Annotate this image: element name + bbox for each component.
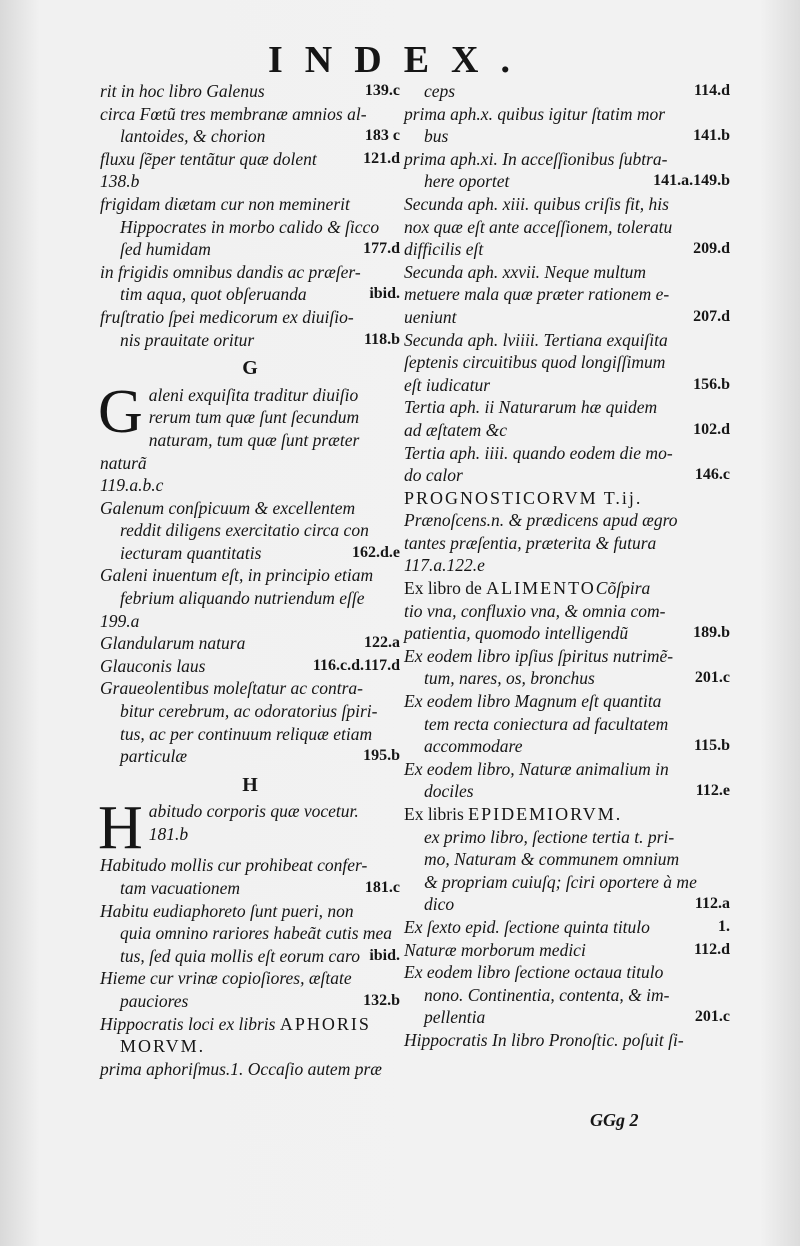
index-entry: Ex eodem libro ſectione octaua titulo <box>404 962 664 983</box>
index-entry-dropcap: G aleni exquiſita traditur diuiſio rerum tum quæ ſunt ſecundum naturam, tum quæ ſunt præter naturã 119.a.b.c <box>98 377 360 496</box>
index-entry: Hippocratis loci ex libris APHORIS <box>100 1013 371 1034</box>
index-entry-cont: nox quæ eſt ante acceſſionem, toleratu <box>404 216 673 237</box>
index-entry: prima aph.x. quibus igitur ſtatim mor <box>404 103 666 124</box>
dropcap-h: H <box>98 794 143 863</box>
index-entry: frigidam diætam cur non meminerit <box>100 193 350 214</box>
index-entry: in frigidis omnibus dandis ac præſer- <box>100 261 361 282</box>
index-entry-cont: ibid. tim aqua, quot obſeruanda <box>120 284 400 305</box>
index-entry: 116.c.d.117.d Glauconis laus <box>100 655 400 676</box>
index-entry-cont: tem recta coniectura ad facultatem <box>424 713 669 734</box>
index-entry-cont: 112.e dociles <box>424 781 730 802</box>
index-entry: Galenum conſpicuum & excellentem <box>100 497 356 518</box>
index-entry-cont: ibid. tus, ſed quia mollis eſt eorum caro <box>120 945 400 966</box>
index-entry: circa Fœtũ tres membranæ amnios al- <box>100 103 367 124</box>
index-entry: Hippocratis In libro Pronoſtic. poſuit ſi- <box>404 1029 684 1050</box>
index-entry-cont: ex primo libro, ſectione tertia t. pri- <box>424 826 675 847</box>
index-entry-cont: nono. Continentia, contenta, & im- <box>424 984 670 1005</box>
index-entry: Ex eodem libro ipſius ſpiritus nutrimẽ- <box>404 645 674 666</box>
index-entry: Galeni inuentum eſt, in principio etiam <box>100 565 374 586</box>
index-entry-cont: 181.c tam vacuationem <box>120 878 400 898</box>
index-entry: Ex eodem libro Magnum eſt quantita <box>404 691 662 712</box>
index-entry: prima aph.xi. In acceſſionibus ſubtra- <box>404 148 668 169</box>
index-entry-cont: & propriam cuiuſq; ſciri oportere à me <box>424 871 697 892</box>
section-letter-h: H <box>242 773 258 796</box>
index-entry-cont: MORVM. <box>120 1036 206 1057</box>
index-entry-cont: 156.b eſt iudicatur <box>404 374 730 395</box>
index-entry-cont: 146.c do calor <box>404 465 730 486</box>
index-entry-cont: mo, Naturam & communem omnium <box>424 849 680 870</box>
index-entry: prima aphoriſmus.1. Occaſio autem præ <box>100 1058 382 1079</box>
index-entry-cont: 141.a.149.b here oportet <box>424 171 730 192</box>
index-entry-cont: 132.b pauciores <box>120 990 400 1011</box>
index-entry: Ex eodem libro, Naturæ animalium in <box>404 758 669 779</box>
index-entry-dropcap: H abitudo corporis quæ vocetur. 181.b <box>98 794 359 863</box>
index-entry: Tertia aph. iiii. quando eodem die mo- <box>404 442 673 463</box>
index-entry-cont: 102.d ad æſtatem &c <box>404 419 730 440</box>
page-header: INDEX. <box>268 39 532 81</box>
index-entry: Ex libris EPIDEMIORVM. <box>404 804 623 824</box>
index-entry: 1. Ex ſexto epid. ſectione quinta titulo <box>404 916 730 937</box>
index-entry: Secunda aph. xiii. quibus criſis fit, his <box>404 193 669 214</box>
index-entry-cont: 201.c pellentia <box>424 1007 730 1028</box>
index-entry: Prænoſcens.n. & prædicens apud ægro <box>404 510 678 531</box>
index-entry: fruſtratio ſpei medicorum ex diuiſio- <box>100 306 354 327</box>
index-entry-cont: 118.b nis prauitate oritur <box>120 329 400 350</box>
index-entry-cont: 138.b <box>100 171 140 192</box>
index-entry-cont: febrium aliquando nutriendum eſſe <box>120 588 365 609</box>
index-entry-cont: 209.d difficilis eſt <box>404 239 730 260</box>
signature-mark: GGg 2 <box>590 1110 639 1130</box>
index-entry-cont: 195.b particulæ <box>120 746 400 767</box>
index-entry: Habitudo mollis cur prohibeat confer- <box>100 855 368 876</box>
index-entry: 139.c rit in hoc libro Galenus <box>100 81 400 101</box>
right-column <box>404 80 730 1052</box>
index-entry-cont: 177.d ſed humidam <box>120 239 400 260</box>
index-entry-cont: tus, ac per continuum reliquæ etiam <box>120 723 373 744</box>
index-entry-cont: quia omnino rariores habeãt cutis mea <box>120 923 393 944</box>
dropcap-g: G <box>98 377 143 446</box>
index-entry: Secunda aph. lviiii. Tertiana exquiſita <box>404 329 668 350</box>
index-entry-cont: 114.d ceps <box>424 81 730 101</box>
index-entry-cont: 117.a.122.e <box>404 555 485 576</box>
index-entry: Graueolentibus moleſtatur ac contra- <box>100 678 363 699</box>
index-entry-cont: ſeptenis circuitibus quod longiſſimum <box>404 352 666 373</box>
index-entry-cont: 207.d ueniunt <box>404 306 730 327</box>
index-entry-cont: tio vna, confluxio vna, & omnia com- <box>404 600 666 621</box>
index-entry-cont: reddit diligens exercitatio circa con <box>120 520 369 541</box>
index-entry-cont: 189.b patientia, quomodo intelligendũ <box>404 623 730 644</box>
index-entry-cont: 162.d.e iecturam quantitatis <box>120 542 400 563</box>
index-entry-cont: 112.a dico <box>424 894 730 915</box>
index-entry: Ex libro de ALIMENTOCõſpira <box>404 578 651 599</box>
index-entry-cont: 199.a <box>100 610 140 631</box>
index-entry: 122.a Glandularum natura <box>100 633 400 654</box>
index-entry-cont: Hippocrates in morbo calido & ſicco <box>120 216 380 237</box>
index-entry-cont: tantes præſentia, præterita & futura <box>404 532 657 553</box>
index-entry: Secunda aph. xxvii. Neque multum <box>404 261 647 282</box>
left-column <box>100 80 400 1080</box>
index-entry: Habitu eudiaphoreto ſunt pueri, non <box>100 900 354 921</box>
index-entry: 112.d Naturæ morborum medici <box>404 939 730 960</box>
index-entry-cont: 141.b bus <box>424 126 730 147</box>
index-entry-cont: 183 c lantoides, & chorion <box>120 126 400 147</box>
section-heading-prognostic: PROGNOSTICORVM T.ij. <box>404 487 643 508</box>
index-entry: 121.d fluxu ſẽper tentãtur quæ dolent <box>100 148 400 169</box>
index-entry-cont: 115.b accommodare <box>424 736 730 757</box>
index-entry-cont: 201.c tum, nares, os, bronchus <box>424 668 730 689</box>
index-entry: Hieme cur vrinæ copioſiores, æſtate <box>100 968 352 989</box>
index-entry: Tertia aph. ii Naturarum hæ quidem <box>404 397 658 418</box>
index-entry-cont: metuere mala quæ præter rationem e- <box>404 284 670 305</box>
section-letter-g: G <box>242 357 258 380</box>
index-entry-cont: bitur cerebrum, ac odoratorius ſpiri- <box>120 701 378 722</box>
